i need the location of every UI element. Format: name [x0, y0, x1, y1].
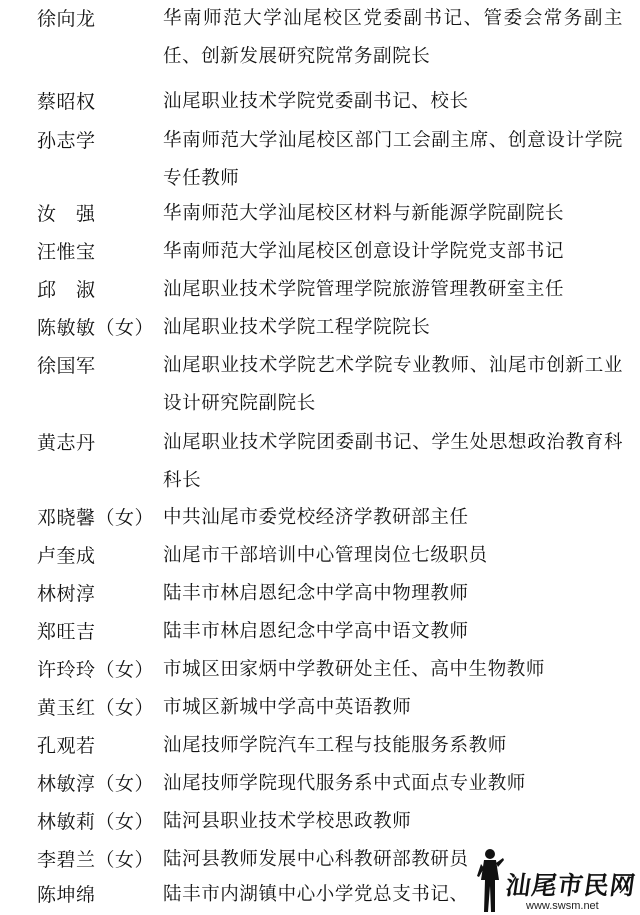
person-name: 林敏淳（女） [37, 773, 155, 795]
person-role: 汕尾职业技术学院团委副书记、学生处思想政治教育科科长 [163, 432, 623, 491]
person-name: 林树淳 [37, 583, 96, 605]
person-name: 汝 强 [37, 203, 96, 225]
person-role: 陆河县职业技术学校思政教师 [163, 811, 412, 832]
person-name: 林敏莉（女） [37, 811, 155, 833]
person-role: 汕尾技师学院现代服务系中式面点专业教师 [163, 773, 526, 794]
person-name: 孙志学 [37, 130, 96, 152]
person-name: 徐向龙 [37, 8, 96, 30]
person-role: 市城区新城中学高中英语教师 [163, 697, 412, 718]
person-role: 中共汕尾市委党校经济学教研部主任 [163, 507, 469, 528]
person-name: 陈坤绵 [37, 884, 96, 906]
person-role: 汕尾技师学院汽车工程与技能服务系教师 [163, 735, 507, 756]
person-role: 华南师范大学汕尾校区创意设计学院党支部书记 [163, 241, 565, 262]
person-role: 陆丰市林启恩纪念中学高中语文教师 [163, 621, 469, 642]
person-name: 汪惟宝 [37, 241, 96, 263]
person-role: 市城区田家炳中学教研处主任、高中生物教师 [163, 659, 546, 680]
person-role: 陆河县教师发展中心科教研部教研员 [163, 849, 469, 870]
person-name: 邓晓馨（女） [37, 507, 155, 529]
person-role: 汕尾职业技术学院管理学院旅游管理教研室主任 [163, 279, 565, 300]
person-role: 汕尾职业技术学院工程学院院长 [163, 317, 431, 338]
person-role: 华南师范大学汕尾校区材料与新能源学院副院长 [163, 203, 565, 224]
person-role: 华南师范大学汕尾校区部门工会副主席、创意设计学院专任教师 [163, 130, 623, 189]
person-name: 许玲玲（女） [37, 659, 155, 681]
person-name: 徐国军 [37, 355, 96, 377]
person-name: 黄志丹 [37, 432, 96, 454]
person-name: 陈敏敏（女） [37, 317, 155, 339]
person-name: 黄玉红（女） [37, 697, 155, 719]
person-role: 华南师范大学汕尾校区党委副书记、管委会常务副主任、创新发展研究院常务副院长 [163, 8, 623, 67]
person-name: 李碧兰（女） [37, 849, 155, 871]
person-role: 陆丰市内湖镇中心小学党总支书记、 [163, 884, 469, 905]
person-name: 孔观若 [37, 735, 96, 757]
person-name: 郑旺吉 [37, 621, 96, 643]
person-role: 汕尾职业技术学院党委副书记、校长 [163, 91, 469, 112]
person-role: 汕尾市干部培训中心管理岗位七级职员 [163, 545, 488, 566]
site-watermark [476, 846, 640, 915]
watermark-url: www.swsm.net [526, 900, 599, 912]
person-name: 邱 淑 [37, 279, 96, 301]
person-role: 陆丰市林启恩纪念中学高中物理教师 [163, 583, 469, 604]
person-name: 卢奎成 [37, 545, 96, 567]
person-name: 蔡昭权 [37, 91, 96, 113]
figure-silhouette-icon [476, 846, 506, 915]
watermark-title: 汕尾市民网 [503, 871, 638, 900]
person-role: 汕尾职业技术学院艺术学院专业教师、汕尾市创新工业设计研究院副院长 [163, 355, 623, 414]
